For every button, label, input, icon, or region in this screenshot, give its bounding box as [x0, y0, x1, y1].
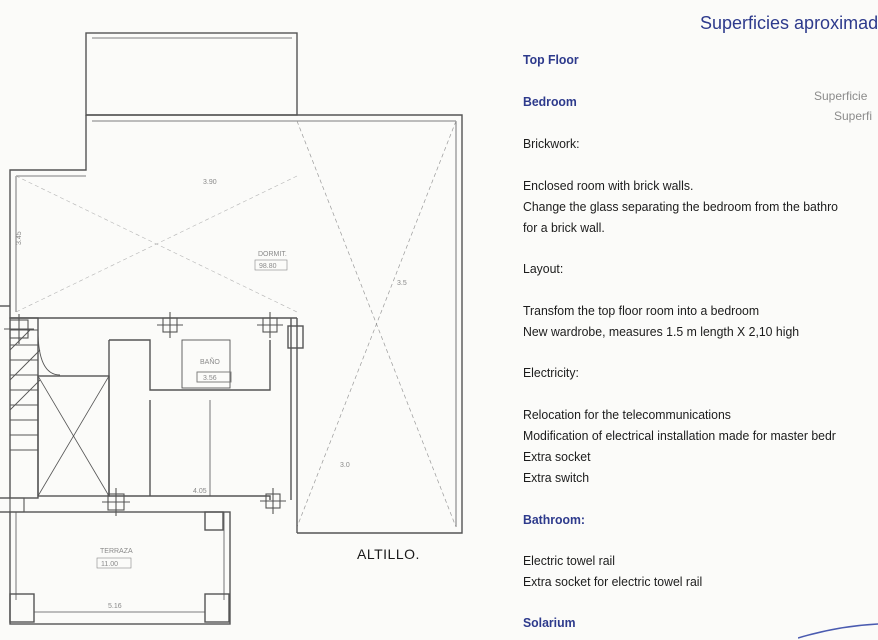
- brickwork-heading: Brickwork:: [523, 136, 580, 151]
- brickwork-line: for a brick wall.: [523, 220, 605, 235]
- bathroom-list: [523, 550, 702, 592]
- plan-caption: ALTILLO.: [357, 546, 420, 562]
- bath-name-label: BAÑO: [200, 359, 220, 366]
- terrace-width-label: 5.16: [108, 603, 122, 610]
- decorative-swoosh: [798, 620, 878, 640]
- layout-list: [523, 300, 799, 342]
- column-markers: [4, 312, 286, 516]
- brickwork-line: Change the glass separating the bedroom from the bathro: [523, 199, 838, 214]
- electricity-line: Extra socket: [523, 449, 591, 464]
- bath-value-label: 3.56: [203, 375, 217, 382]
- terrace-value-label: 11.00: [101, 561, 118, 568]
- main-room-wall-left: [10, 115, 297, 318]
- brickwork-list: [523, 175, 838, 238]
- terrace-name-label: TERRAZA: [100, 548, 133, 555]
- bathroom-line: Extra socket for electric towel rail: [523, 574, 703, 589]
- dim-room-left: 3.45: [16, 231, 23, 245]
- electricity-line: Extra switch: [523, 470, 590, 485]
- electricity-list: [523, 404, 836, 488]
- dim-bottom: 4.05: [193, 488, 207, 495]
- room-value-label: 98.80: [259, 263, 277, 270]
- electricity-line: Modification of electrical installation made for master bedr: [523, 428, 836, 443]
- dim-mid: 3.0: [340, 462, 350, 469]
- section-solarium: Solarium: [523, 615, 576, 630]
- layout-line: Transfom the top floor room into a bedroom: [523, 303, 760, 318]
- superficie-label-2: Superfi: [834, 109, 873, 123]
- staircase: [10, 330, 60, 450]
- electricity-heading: Electricity:: [523, 365, 579, 380]
- room-name-label: DORMIT.: [258, 251, 287, 258]
- brickwork-line: Enclosed room with brick walls.: [523, 178, 694, 193]
- section-bathroom: Bathroom:: [523, 512, 586, 527]
- dim-room-top: 3.90: [203, 179, 217, 186]
- layout-heading: Layout:: [523, 261, 564, 276]
- page-heading: Superficies aproximad: [700, 13, 878, 33]
- column-right: [288, 326, 303, 348]
- electricity-line: Relocation for the telecommunications: [523, 407, 731, 422]
- upper-balcony-outline: [86, 33, 297, 115]
- layout-line: New wardrobe, measures 1.5 m length X 2,10 high: [523, 324, 800, 339]
- main-room-wall-right: [86, 115, 462, 533]
- section-bedroom: Bedroom: [523, 94, 577, 109]
- superficie-label-1: Superficie: [814, 89, 868, 103]
- section-top-floor: Top Floor: [523, 52, 579, 67]
- bathroom-line: Electric towel rail: [523, 553, 616, 568]
- dim-right: 3.5: [397, 280, 407, 287]
